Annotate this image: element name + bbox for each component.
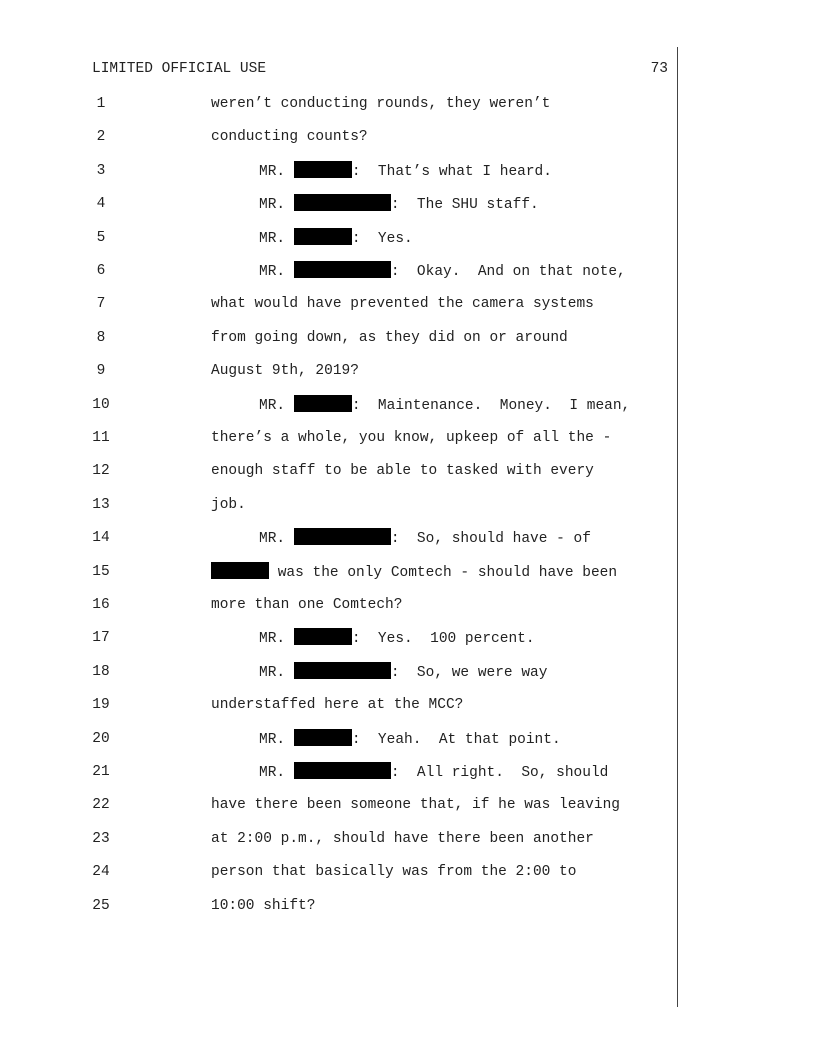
text-segment: MR. xyxy=(259,230,294,247)
text-segment: : Yes. xyxy=(351,230,413,247)
transcript-line xyxy=(0,762,676,782)
line-number: 16 xyxy=(92,597,110,613)
line-text xyxy=(211,127,368,147)
text-segment: MR. xyxy=(259,765,294,781)
classification-header: LIMITED OFFICIAL USE xyxy=(92,61,267,77)
line-number: 23 xyxy=(92,830,110,847)
text-segment: was the only Comtech - should have been xyxy=(269,564,618,581)
line-text xyxy=(211,829,594,849)
line-number: 21 xyxy=(92,764,110,780)
transcript-line xyxy=(0,829,676,849)
line-number: 15 xyxy=(92,563,110,580)
transcript-line xyxy=(0,428,676,448)
transcript-line xyxy=(0,795,676,815)
line-text xyxy=(259,194,539,215)
transcript-line xyxy=(0,628,676,648)
text-segment: weren’t conducting rounds, they weren’t xyxy=(211,96,551,112)
line-number: 12 xyxy=(92,463,110,480)
line-text xyxy=(211,695,463,715)
transcript-line xyxy=(0,729,676,749)
text-segment: enough staff to be able to tasked with every xyxy=(211,463,594,480)
transcript-line xyxy=(0,562,676,582)
line-text xyxy=(211,461,594,481)
text-segment: MR. xyxy=(259,731,294,748)
text-segment: MR. xyxy=(259,631,294,648)
transcript-line xyxy=(0,361,676,381)
line-number: 9 xyxy=(96,363,106,380)
transcript-line xyxy=(0,662,676,682)
text-segment: have there been someone that, if he was leaving xyxy=(211,797,620,814)
line-number: 8 xyxy=(96,329,106,346)
page-number: 73 xyxy=(650,61,668,77)
redaction-box xyxy=(294,228,352,245)
transcript-line xyxy=(0,161,676,181)
transcript-line xyxy=(0,595,676,615)
text-segment: MR. xyxy=(259,664,294,681)
redaction-box xyxy=(294,528,391,545)
line-text xyxy=(211,896,315,916)
redaction-box xyxy=(294,628,352,645)
text-segment: : That’s what I heard. xyxy=(351,163,552,180)
redaction-box xyxy=(294,762,391,779)
transcript-line xyxy=(0,94,676,114)
line-text xyxy=(259,662,547,683)
line-number: 7 xyxy=(96,296,106,313)
text-segment: MR. xyxy=(259,163,294,180)
line-number: 14 xyxy=(92,530,110,547)
line-text xyxy=(211,94,550,114)
text-segment: : So, we were way xyxy=(390,664,548,681)
line-text xyxy=(211,595,402,615)
line-text xyxy=(259,395,630,416)
text-segment: conducting counts? xyxy=(211,129,368,146)
text-segment: : Yes. 100 percent. xyxy=(351,631,535,648)
line-text xyxy=(259,762,608,783)
line-text xyxy=(211,428,611,448)
line-number: 2 xyxy=(96,129,106,146)
line-number: 13 xyxy=(92,496,110,513)
transcript-line xyxy=(0,862,676,882)
text-segment: person that basically was from the 2:00 to xyxy=(211,864,577,881)
transcript-line xyxy=(0,261,676,281)
text-segment: MR. xyxy=(259,531,294,548)
line-text xyxy=(259,528,591,549)
line-number: 19 xyxy=(92,697,110,714)
text-segment: : All right. So, should xyxy=(390,765,609,781)
text-segment: understaffed here at the MCC? xyxy=(211,697,464,714)
text-segment: MR. xyxy=(259,264,294,280)
line-number: 6 xyxy=(96,263,106,279)
line-text xyxy=(259,729,561,750)
text-segment: job. xyxy=(211,496,246,513)
transcript-line xyxy=(0,495,676,515)
transcript-line xyxy=(0,528,676,548)
right-margin-rule xyxy=(677,47,678,1007)
line-number: 17 xyxy=(92,630,110,647)
transcript-line xyxy=(0,461,676,481)
line-number: 4 xyxy=(96,196,106,213)
line-text xyxy=(259,261,626,282)
text-segment: August 9th, 2019? xyxy=(211,363,359,380)
transcript-line xyxy=(0,328,676,348)
line-text xyxy=(211,495,246,515)
transcript-line xyxy=(0,896,676,916)
line-text xyxy=(211,328,568,348)
line-number: 25 xyxy=(92,897,110,914)
line-text xyxy=(211,294,594,314)
text-segment: from going down, as they did on or around xyxy=(211,329,568,346)
line-number: 18 xyxy=(92,663,110,680)
line-text xyxy=(211,361,359,381)
text-segment: what would have prevented the camera systems xyxy=(211,296,594,313)
line-number: 1 xyxy=(96,96,106,112)
redaction-box xyxy=(294,395,352,412)
text-segment: : Maintenance. Money. I mean, xyxy=(351,397,631,414)
text-segment: : So, should have - of xyxy=(390,531,591,548)
line-text xyxy=(259,228,413,249)
transcript-line xyxy=(0,395,676,415)
redaction-box xyxy=(294,729,352,746)
text-segment: : The SHU staff. xyxy=(390,197,539,214)
line-text xyxy=(211,562,617,583)
line-text xyxy=(211,795,620,815)
text-segment: more than one Comtech? xyxy=(211,597,403,613)
transcript-line xyxy=(0,695,676,715)
line-number: 22 xyxy=(92,797,110,814)
text-segment: 10:00 shift? xyxy=(211,897,316,914)
line-number: 5 xyxy=(96,229,106,246)
transcript-line xyxy=(0,294,676,314)
transcript-line xyxy=(0,194,676,214)
transcript-line xyxy=(0,228,676,248)
text-segment: MR. xyxy=(259,397,294,414)
line-number: 10 xyxy=(92,396,110,413)
text-segment: : Yeah. At that point. xyxy=(351,731,561,748)
redaction-box xyxy=(294,194,391,211)
line-text xyxy=(259,628,535,649)
redaction-box xyxy=(211,562,269,579)
line-text xyxy=(211,862,576,882)
text-segment: at 2:00 p.m., should have there been another xyxy=(211,830,594,847)
redaction-box xyxy=(294,662,391,679)
redaction-box xyxy=(294,161,352,178)
line-number: 3 xyxy=(96,162,106,179)
redaction-box xyxy=(294,261,391,278)
line-number: 24 xyxy=(92,864,110,881)
text-segment: MR. xyxy=(259,197,294,214)
text-segment: : Okay. And on that note, xyxy=(390,264,626,280)
text-segment: there’s a whole, you know, upkeep of all the - xyxy=(211,430,612,446)
line-number: 11 xyxy=(92,430,110,446)
transcript-line xyxy=(0,127,676,147)
line-number: 20 xyxy=(92,730,110,747)
line-text xyxy=(259,161,552,182)
